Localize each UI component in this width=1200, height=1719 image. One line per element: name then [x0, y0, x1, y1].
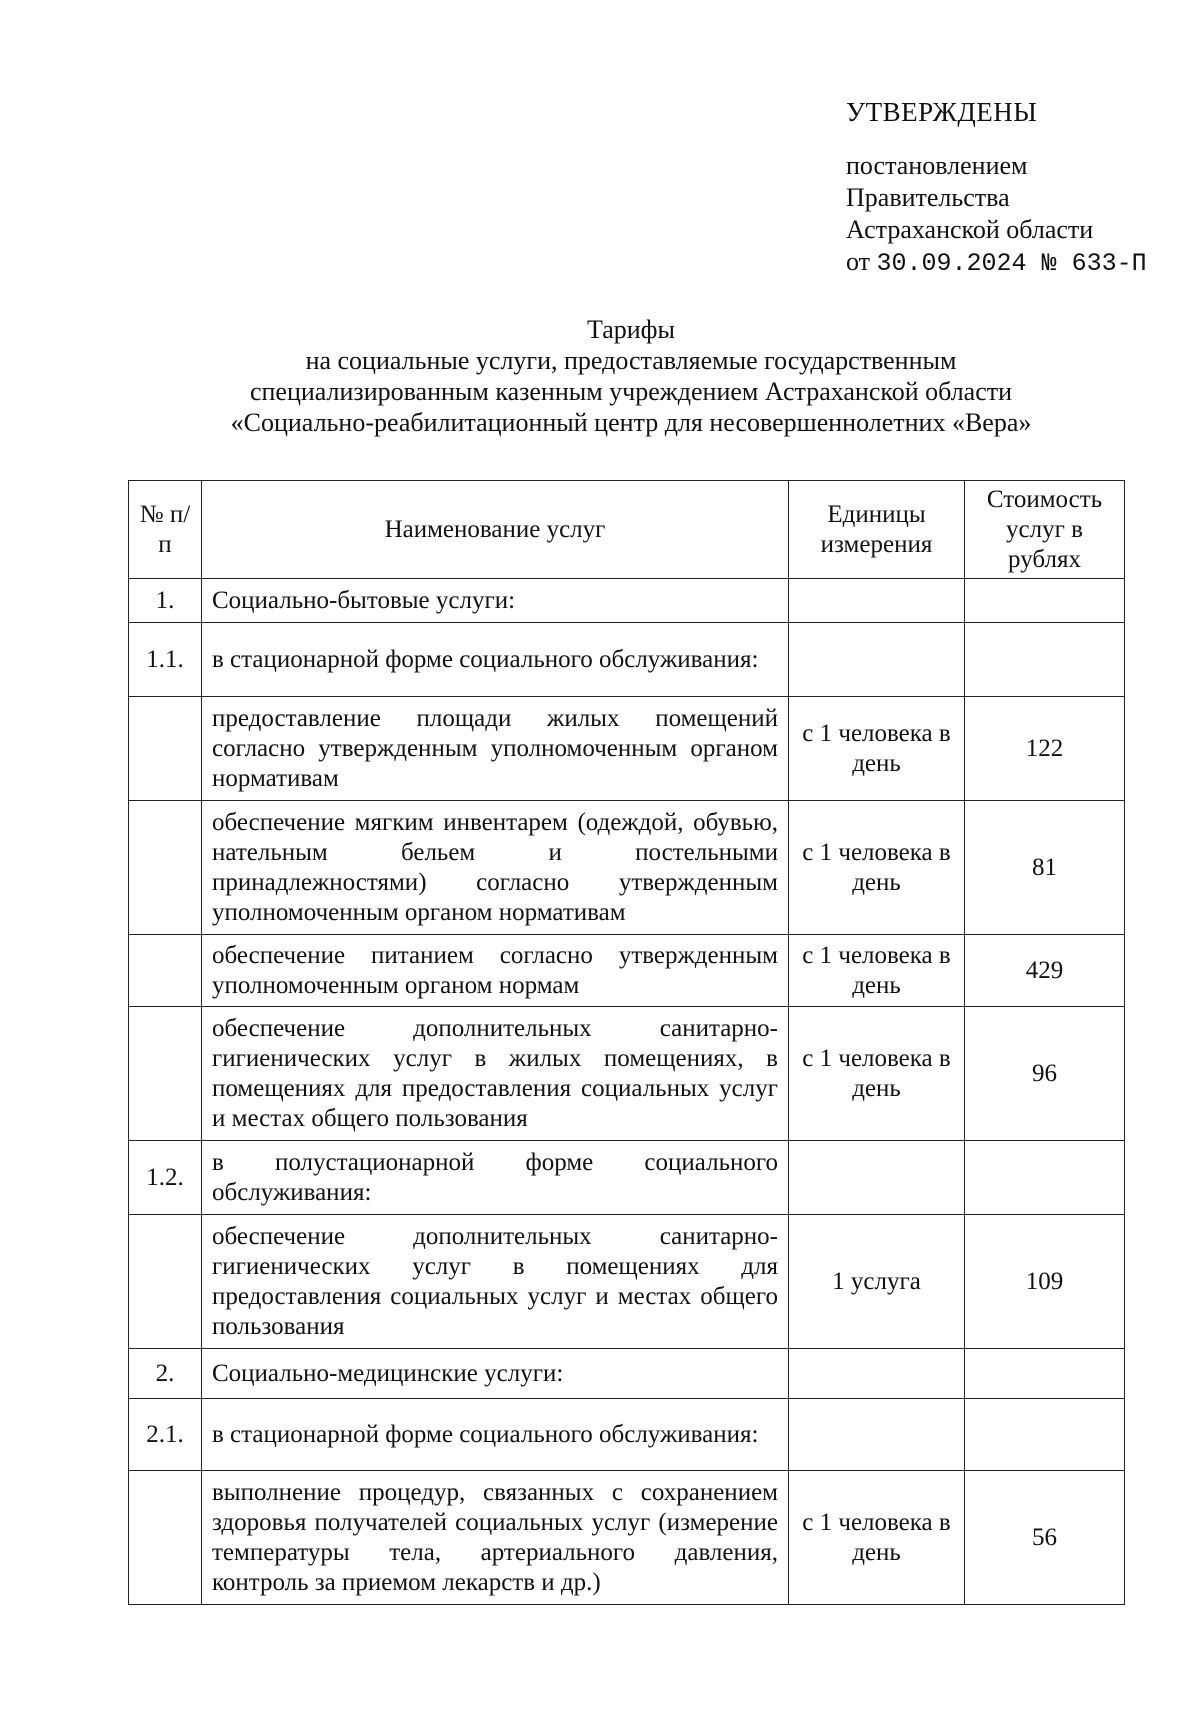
- row-num: [129, 1471, 202, 1605]
- approval-line: Правительства: [846, 183, 1010, 212]
- title-line: на социальные услуги, предоставляемые государственным: [305, 346, 957, 375]
- table-row: [129, 1471, 1125, 1605]
- row-name: в стационарной форме социального обслуживания:: [202, 1399, 789, 1471]
- header-cost: Стоимость услуг в рублях: [965, 481, 1125, 579]
- header-num: № п/п: [129, 481, 202, 579]
- row-cost: [965, 1349, 1125, 1399]
- row-name: обеспечение мягким инвентарем (одеждой, обувью, нательным бельем и постельными принадлежностями) согласно утвержденным уполномоченным органом нормативам: [202, 801, 789, 935]
- row-num: [129, 935, 202, 1007]
- table-row: [129, 1007, 1125, 1141]
- row-unit: с 1 человека в день: [789, 935, 965, 1007]
- row-name: выполнение процедур, связанных с сохранением здоровья получателей социальных услуг (измерение температуры тела, артериального давления, контроль за приемом лекарств и др.): [202, 1471, 789, 1605]
- row-num: [129, 801, 202, 935]
- table-header-row: [129, 481, 1125, 579]
- table-row: [129, 1141, 1125, 1215]
- table-row: [129, 935, 1125, 1007]
- row-unit: с 1 человека в день: [789, 801, 965, 935]
- table-row: [129, 623, 1125, 697]
- row-cost: [965, 579, 1125, 623]
- row-unit: [789, 1349, 965, 1399]
- row-name: в стационарной форме социального обслуживания:: [202, 623, 789, 697]
- row-cost: 56: [965, 1471, 1125, 1605]
- row-cost: 96: [965, 1007, 1125, 1141]
- row-unit: с 1 человека в день: [789, 1471, 965, 1605]
- table-row: [129, 579, 1125, 623]
- row-unit: [789, 1141, 965, 1215]
- row-name: предоставление площади жилых помещений согласно утвержденным уполномоченным органом нормативам: [202, 697, 789, 801]
- row-cost: 81: [965, 801, 1125, 935]
- row-num: [129, 1215, 202, 1349]
- row-cost: 429: [965, 935, 1125, 1007]
- table-row: [129, 1215, 1125, 1349]
- row-num: 2.1.: [129, 1399, 202, 1471]
- row-cost: [965, 623, 1125, 697]
- row-unit: [789, 1399, 965, 1471]
- approval-line: Астраханской области: [846, 215, 1094, 244]
- table-row: [129, 1349, 1125, 1399]
- row-num: 1.2.: [129, 1141, 202, 1215]
- row-unit: [789, 623, 965, 697]
- row-name: обеспечение питанием согласно утвержденным уполномоченным органом нормам: [202, 935, 789, 1007]
- approval-line: постановлением: [846, 151, 1028, 180]
- row-num: 2.: [129, 1349, 202, 1399]
- header-unit: Единицы измерения: [789, 481, 965, 579]
- row-num: 1.1.: [129, 623, 202, 697]
- document-title: [0, 314, 1200, 438]
- row-num: [129, 697, 202, 801]
- row-name: Социально-медицинские услуги:: [202, 1349, 789, 1399]
- row-unit: 1 услуга: [789, 1215, 965, 1349]
- tariffs-table: [128, 480, 1125, 1605]
- row-name: в полустационарной форме социального обслуживания:: [202, 1141, 789, 1215]
- approval-date: [846, 246, 1147, 280]
- table-row: [129, 1399, 1125, 1471]
- approval-date-number: 30.09.2024 № 633-П: [876, 249, 1147, 278]
- row-unit: [789, 579, 965, 623]
- title-line: «Социально-реабилитационный центр для несовершеннолетних «Вера»: [230, 408, 1032, 437]
- row-unit: с 1 человека в день: [789, 1007, 965, 1141]
- table-row: [129, 801, 1125, 935]
- row-num: [129, 1007, 202, 1141]
- row-cost: 122: [965, 697, 1125, 801]
- row-name: обеспечение дополнительных санитарно-гигиенических услуг в жилых помещениях, в помещениях для предоставления социальных услуг и местах общего пользования: [202, 1007, 789, 1141]
- row-cost: [965, 1141, 1125, 1215]
- title-line: специализированным казенным учреждением Астраханской области: [249, 377, 1013, 406]
- row-unit: с 1 человека в день: [789, 697, 965, 801]
- row-cost: [965, 1399, 1125, 1471]
- approval-heading: УТВЕРЖДЕНЫ: [846, 97, 1038, 127]
- row-name: Социально-бытовые услуги:: [202, 579, 789, 623]
- row-name: обеспечение дополнительных санитарно-гигиенических услуг в помещениях для предоставления социальных услуг и местах общего пользования: [202, 1215, 789, 1349]
- table-row: [129, 697, 1125, 801]
- approval-block: [846, 96, 1147, 280]
- header-name: Наименование услуг: [202, 481, 789, 579]
- row-num: 1.: [129, 579, 202, 623]
- row-cost: 109: [965, 1215, 1125, 1349]
- approval-date-prefix: от: [846, 247, 871, 276]
- title-line: Тарифы: [586, 315, 675, 344]
